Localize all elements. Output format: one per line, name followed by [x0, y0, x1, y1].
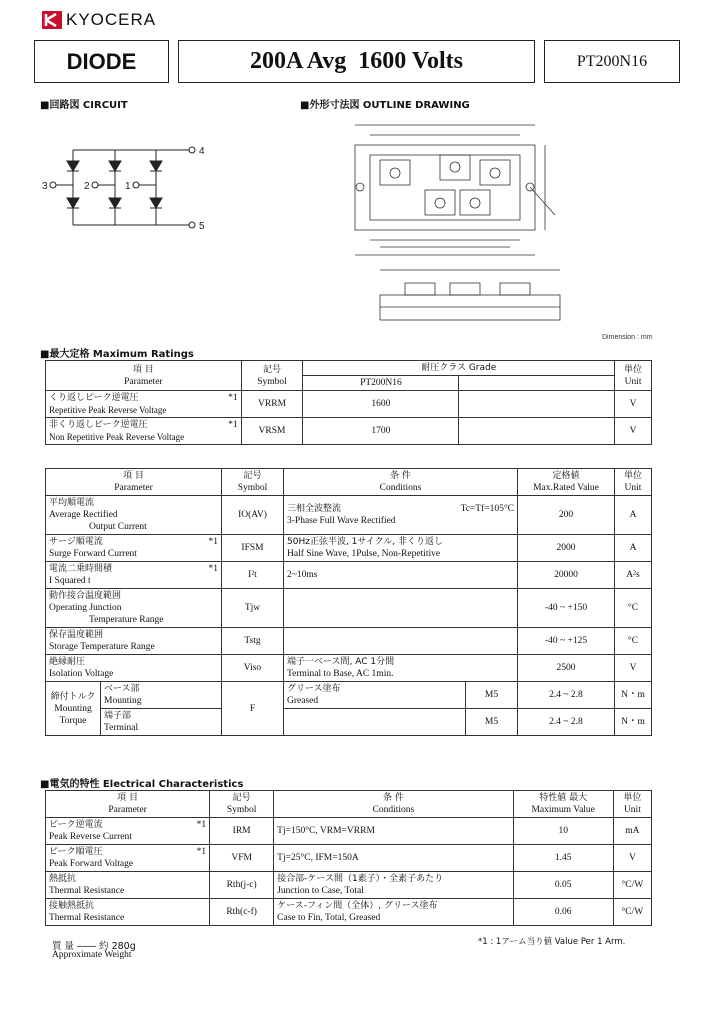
t2-r2-conditions: 50Hz正弦半波, 1サイクル, 非くり返し Half Sine Wave, 1Pulse, Non-Repetitive — [284, 535, 518, 562]
table-row — [46, 872, 652, 899]
t2-r3-param: 電流二乗時間積 *1 I Squared t — [46, 562, 222, 589]
t3-header-symbol: 記号 Symbol — [210, 791, 274, 818]
t2-r4-param: 動作接合温度範囲 Operating Junction Temperature Range — [46, 589, 222, 628]
brand-name: KYOCERA — [66, 10, 157, 29]
t2-r5-param: 保存温度範囲 Storage Temperature Range — [46, 628, 222, 655]
t2-r7-m1: M5 — [466, 682, 518, 709]
t2-r5-symbol: Tstg — [222, 628, 284, 655]
table-row — [46, 845, 652, 872]
t3-r4-conditions: ケース-フィン間（全体）, グリース塗布 Case to Fin, Total, Greased — [274, 899, 514, 926]
t1-header-parameter: 項 目 Parameter — [46, 361, 242, 391]
terminal-label-2: 2 — [84, 181, 90, 192]
table-row — [46, 818, 652, 845]
table-row — [46, 682, 652, 709]
kyocera-logo-icon — [42, 11, 62, 29]
table-row — [46, 628, 652, 655]
t1-header-empty — [459, 376, 615, 391]
t2-r6-unit: V — [615, 655, 652, 682]
t1-header-unit: 単位 Unit — [615, 361, 652, 391]
t2-r7-symbol: F — [222, 682, 284, 736]
t3-r2-param: ピーク順電圧 *1 Peak Forward Voltage — [46, 845, 210, 872]
max-ratings-table-2 — [45, 468, 652, 736]
t2-r7-sub2: 端子部 Terminal — [101, 709, 222, 736]
part-number-box — [544, 40, 680, 83]
t1-r1-symbol: VRRM — [241, 391, 303, 418]
max-ratings-table-1 — [45, 360, 652, 445]
t2-r7-sub1: ベース部 Mounting — [101, 682, 222, 709]
t1-r1-value: 1600 — [303, 391, 459, 418]
terminal-label-1: 1 — [125, 181, 131, 192]
t3-header-value: 特性値 最大 Maximum Value — [513, 791, 613, 818]
dimension-unit: Dimension : mm — [602, 334, 653, 341]
t2-r6-conditions: 端子一ベース間, AC 1分間 Terminal to Base, AC 1min. — [284, 655, 518, 682]
t3-r4-value: 0.06 — [513, 899, 613, 926]
table-row — [46, 655, 652, 682]
t2-r6-value: 2500 — [518, 655, 615, 682]
t1-r2-value: 1700 — [303, 418, 459, 445]
footnote: *1 : 1アーム当り値 Value Per 1 Arm. — [478, 937, 626, 947]
circuit-heading: ■回路図 CIRCUIT — [40, 100, 128, 111]
t3-r4-symbol: Rth(c-f) — [210, 899, 274, 926]
circuit-diagram — [40, 135, 220, 235]
rating-box — [178, 40, 535, 83]
t1-r2-symbol: VRSM — [241, 418, 303, 445]
t2-r4-symbol: Tjw — [222, 589, 284, 628]
t2-r1-param: 平均順電流 Average Rectified Output Current — [46, 496, 222, 535]
t2-r2-unit: A — [615, 535, 652, 562]
t2-r4-unit: °C — [615, 589, 652, 628]
t2-header-symbol: 記号 Symbol — [222, 469, 284, 496]
t1-r2-unit: V — [615, 418, 652, 445]
t2-r2-param: サージ順電流 *1 Surge Forward Current — [46, 535, 222, 562]
max-ratings-heading: ■最大定格 Maximum Ratings — [40, 349, 194, 360]
t3-r4-unit: °C/W — [613, 899, 651, 926]
weight-jp: 質 量 ―― 約 280g — [52, 941, 136, 952]
weight-en: Approximate Weight — [52, 950, 132, 960]
t2-r3-unit: A²s — [615, 562, 652, 589]
t3-header-conditions: 条 件 Conditions — [274, 791, 514, 818]
t2-r5-unit: °C — [615, 628, 652, 655]
t2-r5-value: -40 ~ +125 — [518, 628, 615, 655]
t2-r4-value: -40 ~ +150 — [518, 589, 615, 628]
t2-r6-param: 絶縁耐圧 Isolation Voltage — [46, 655, 222, 682]
table-row — [46, 391, 652, 418]
table-row — [46, 899, 652, 926]
outline-drawing — [340, 115, 680, 345]
t3-r1-unit: mA — [613, 818, 651, 845]
terminal-label-4: 4 — [199, 146, 205, 157]
t2-r3-conditions: 2~10ms — [284, 562, 518, 589]
t3-r2-symbol: VFM — [210, 845, 274, 872]
t2-r2-symbol: IFSM — [222, 535, 284, 562]
terminal-label-5: 5 — [199, 221, 205, 232]
t1-r1-unit: V — [615, 391, 652, 418]
t3-r2-unit: V — [613, 845, 651, 872]
table-row — [46, 589, 652, 628]
t2-r7-param: 締付トルク Mounting Torque — [46, 682, 101, 736]
t2-r1-unit: A — [615, 496, 652, 535]
terminal-label-3: 3 — [42, 181, 48, 192]
t1-r2-param: 非くり返しピーク逆電圧 *1 Non Repetitive Peak Reverse Voltage — [46, 418, 242, 445]
t3-r4-param: 接触熱抵抗 Thermal Resistance — [46, 899, 210, 926]
t2-r7-conditions: グリース塗布 Greased — [284, 682, 466, 709]
t3-r2-conditions: Tj=25°C, IFM=150A — [274, 845, 514, 872]
kyocera-logo — [42, 10, 156, 30]
table-row — [46, 418, 652, 445]
electrical-heading: ■電気的特性 Electrical Characteristics — [40, 779, 244, 790]
t3-r3-value: 0.05 — [513, 872, 613, 899]
device-type: DIODE — [66, 48, 137, 74]
t3-r2-value: 1.45 — [513, 845, 613, 872]
t1-header-symbol: 記号 Symbol — [241, 361, 303, 391]
t3-r3-symbol: Rth(j-c) — [210, 872, 274, 899]
table-row — [46, 496, 652, 535]
table-row — [46, 709, 652, 736]
t1-header-grade: 耐圧クラス Grade — [303, 361, 615, 376]
part-number: PT200N16 — [576, 52, 648, 70]
t3-r1-symbol: IRM — [210, 818, 274, 845]
t2-header-unit: 単位 Unit — [615, 469, 652, 496]
t3-header-unit: 単位 Unit — [613, 791, 651, 818]
t2-r1-value: 200 — [518, 496, 615, 535]
t2-r1-conditions: 三相全波整流 Tc=Tf=105°C 3-Phase Full Wave Rectified — [284, 496, 518, 535]
t2-header-parameter: 項 目 Parameter — [46, 469, 222, 496]
t1-header-part: PT200N16 — [303, 376, 459, 391]
t2-r3-value: 20000 — [518, 562, 615, 589]
device-type-box — [34, 40, 169, 83]
t2-r7-unit2: N・m — [615, 709, 652, 736]
t3-r3-unit: °C/W — [613, 872, 651, 899]
t2-r1-symbol: IO(AV) — [222, 496, 284, 535]
t3-r1-param: ピーク逆電流 *1 Peak Reverse Current — [46, 818, 210, 845]
t3-r3-param: 熱抵抗 Thermal Resistance — [46, 872, 210, 899]
rating-title: 200A Avg 1600 Volts — [250, 48, 463, 74]
table-row — [46, 562, 652, 589]
outline-heading: ■外形寸法図 OUTLINE DRAWING — [300, 100, 470, 111]
t2-r7-m2: M5 — [466, 709, 518, 736]
t2-r7-value1: 2.4 ~ 2.8 — [518, 682, 615, 709]
t2-header-conditions: 条 件 Conditions — [284, 469, 518, 496]
t1-r1-param: くり返しピーク逆電圧 *1 Repetitive Peak Reverse Voltage — [46, 391, 242, 418]
electrical-table — [45, 790, 652, 926]
t2-r6-symbol: Viso — [222, 655, 284, 682]
t2-r7-value2: 2.4 ~ 2.8 — [518, 709, 615, 736]
t2-r3-symbol: I²t — [222, 562, 284, 589]
t3-header-parameter: 項 目 Parameter — [46, 791, 210, 818]
t2-r2-value: 2000 — [518, 535, 615, 562]
t3-r1-conditions: Tj=150°C, VRM=VRRM — [274, 818, 514, 845]
table-row — [46, 535, 652, 562]
t2-header-value: 定格値 Max.Rated Value — [518, 469, 615, 496]
t2-r7-unit1: N・m — [615, 682, 652, 709]
t3-r3-conditions: 接合部-ケース間（1素子）・全素子あたり Junction to Case, Total — [274, 872, 514, 899]
t3-r1-value: 10 — [513, 818, 613, 845]
